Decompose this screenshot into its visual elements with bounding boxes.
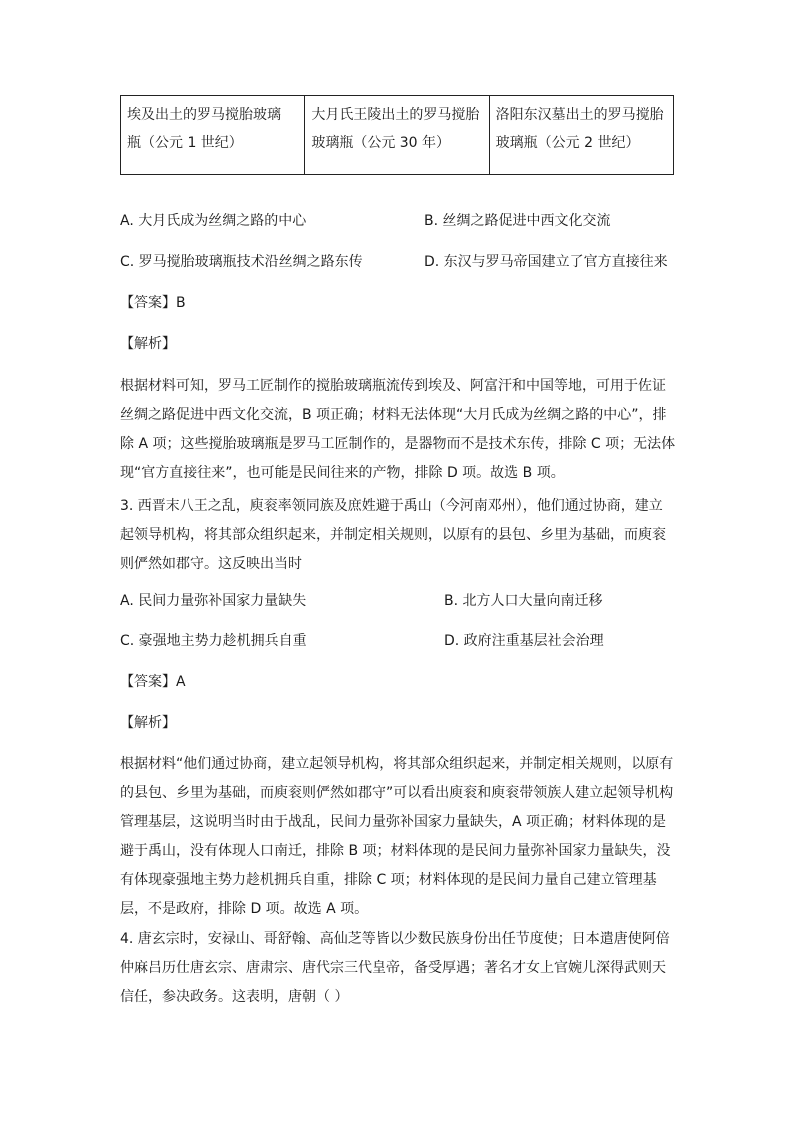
analysis-line: 根据材料可知，罗马工匠制作的搅胎玻璃瓶流传到埃及、阿富汗和中国等地，可用于佐证	[120, 378, 666, 394]
q3-option-a: A. 民间力量弥补国家力量缺失	[120, 593, 307, 609]
stem-line: 起领导机构，将其部众组织起来，并制定相关规则，以原有的县包、乡里为基础，而庾衮	[120, 527, 666, 543]
cell-line: 大月氏王陵出土的罗马搅胎	[311, 107, 480, 123]
stem-line: 仲麻吕历仕唐玄宗、唐肃宗、唐代宗三代皇帝，备受厚遇；著名才女上官婉儿深得武则天	[120, 960, 666, 976]
stem-line: 4. 唐玄宗时，安禄山、哥舒翰、高仙芝等皆以少数民族身份出任节度使；日本遣唐使阿倍	[120, 931, 670, 947]
q2-option-a: A. 大月氏成为丝绸之路的中心	[120, 213, 307, 229]
q2-option-c: C. 罗马搅胎玻璃瓶技术沿丝绸之路东传	[120, 254, 363, 270]
analysis-line: 管理基层，这说明当时由于战乱，民间力量弥补国家力量缺失，A 项正确；材料体现的是	[120, 814, 667, 830]
analysis-line: 层，不是政府，排除 D 项。故选 A 项。	[120, 901, 369, 917]
q3-option-b: B. 北方人口大量向南迁移	[444, 593, 603, 609]
stem-line: 则俨然如郡守。这反映出当时	[120, 556, 302, 572]
cell-line: 瓶（公元 1 世纪）	[127, 135, 243, 151]
analysis-line: 避于禹山，没有体现人口南迁，排除 B 项；材料体现的是民间力量弥补国家力量缺失，没	[120, 843, 671, 859]
q3-analysis	[120, 750, 676, 924]
q2-option-d: D. 东汉与罗马帝国建立了官方直接往来	[424, 254, 668, 270]
analysis-line: 的县包、乡里为基础，而庾衮则俨然如郡守”可以看出庾衮和庾衮带领族人建立起领导机构	[120, 785, 674, 801]
cell-line: 玻璃瓶（公元 30 年）	[311, 135, 451, 151]
q3-option-d: D. 政府注重基层社会治理	[444, 633, 604, 649]
table-row	[121, 96, 674, 175]
cell-line: 洛阳东汉墓出土的罗马搅胎	[495, 107, 664, 123]
analysis-line: 除 A 项；这些搅胎玻璃瓶是罗马工匠制作的，是器物而不是技术东传，排除 C 项；无法体	[120, 436, 676, 452]
table-cell-yuezhi	[305, 96, 489, 175]
analysis-line: 现“官方直接往来”，也可能是民间往来的产物，排除 D 项。故选 B 项。	[120, 465, 565, 481]
analysis-line: 根据材料“他们通过协商，建立起领导机构，将其部众组织起来，并制定相关规则，以原有	[120, 756, 674, 772]
stem-line: 信任，参决政务。这表明，唐朝（ ）	[120, 989, 349, 1005]
analysis-line: 丝绸之路促进中西文化交流，B 项正确；材料无法体现“大月氏成为丝绸之路的中心”，排	[120, 407, 667, 423]
cell-line: 玻璃瓶（公元 2 世纪）	[495, 135, 640, 151]
table-cell-luoyang	[489, 96, 673, 175]
analysis-line: 有体现豪强地主势力趁机拥兵自重，排除 C 项；材料体现的是民间力量自己建立管理基	[120, 872, 657, 888]
cell-line: 埃及出土的罗马搅胎玻璃	[127, 107, 281, 123]
q3-option-c: C. 豪强地主势力趁机拥兵自重	[120, 633, 307, 649]
q3-stem	[120, 492, 676, 579]
q2-analysis	[120, 372, 676, 488]
q3-analysis-label: 【解析】	[120, 715, 176, 731]
q2-option-b: B. 丝绸之路促进中西文化交流	[424, 213, 611, 229]
q2-analysis-label: 【解析】	[120, 336, 176, 352]
q4-stem	[120, 925, 676, 1012]
bottle-table	[120, 95, 674, 175]
table-cell-egypt	[121, 96, 305, 175]
q3-answer: 【答案】A	[120, 674, 186, 690]
q2-answer: 【答案】B	[120, 295, 186, 311]
stem-line: 3. 西晋末八王之乱，庾衮率领同族及庶姓避于禹山（今河南邓州），他们通过协商，建立	[120, 498, 663, 514]
